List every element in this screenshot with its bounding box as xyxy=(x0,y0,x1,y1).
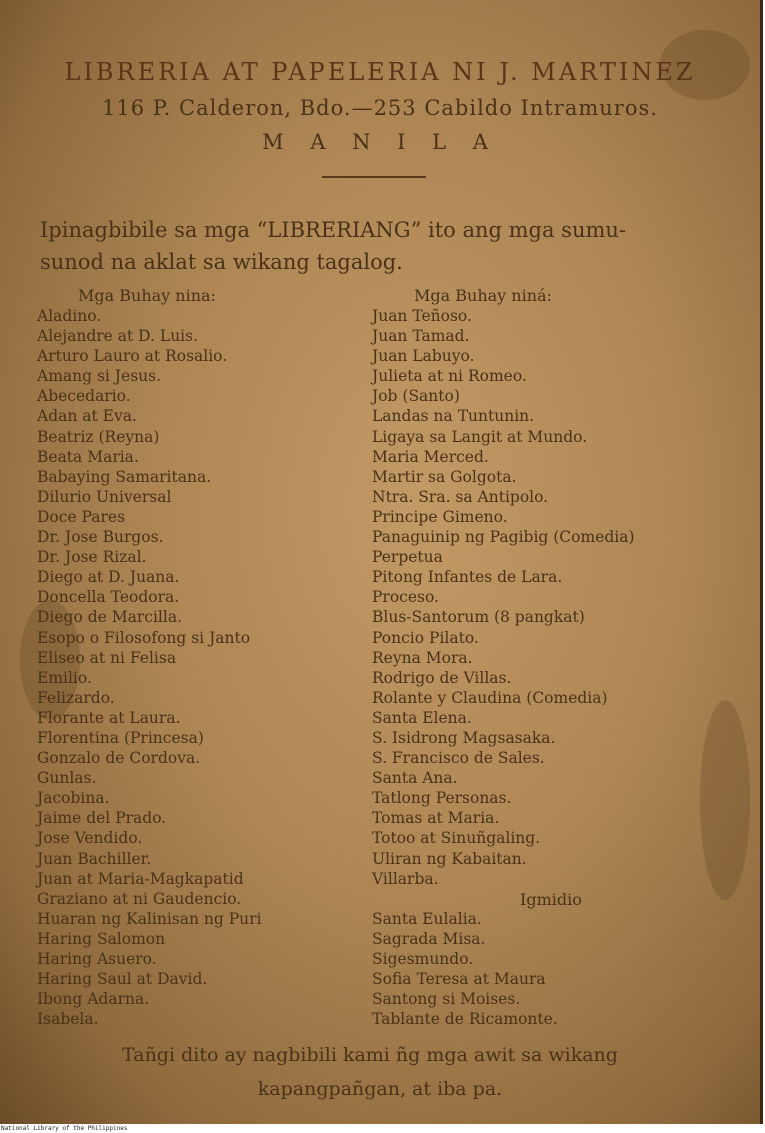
book-title: Florante at Laura. xyxy=(37,708,181,727)
book-title: Landas na Tuntunin. xyxy=(372,407,535,426)
book-title: Tablante de Ricamonte. xyxy=(372,1010,558,1029)
book-title: Tomas at Maria. xyxy=(372,809,500,828)
book-title: Juan Tamad. xyxy=(372,327,470,346)
left-column-heading: Mga Buhay nina: xyxy=(78,286,216,305)
book-title: Job (Santo) xyxy=(372,387,460,406)
book-title: Haring Salomon xyxy=(37,929,166,948)
book-title: Aladino. xyxy=(37,307,102,325)
book-title: Maria Merced. xyxy=(372,447,489,466)
book-title: Juan Bachiller. xyxy=(37,849,152,868)
book-title: Adan at Eva. xyxy=(37,407,137,426)
book-title: Haring Asuero. xyxy=(37,950,157,968)
book-title: Santa Eulalia. xyxy=(372,909,482,928)
left-book-list xyxy=(37,306,262,1029)
divider-rule xyxy=(322,176,426,178)
book-title: Perpetua xyxy=(372,548,443,567)
book-title: Esopo o Filosofong si Janto xyxy=(37,628,251,647)
book-title: Doncella Teodora. xyxy=(37,588,180,607)
book-title: Gunlas. xyxy=(37,769,97,788)
book-title: Felizardo. xyxy=(37,688,115,707)
store-address: 116 P. Calderon, Bdo.—253 Cabildo Intramuros. xyxy=(102,96,658,120)
book-title: Dilurio Universal xyxy=(37,487,172,506)
book-title: Juan at Maria-Magkapatid xyxy=(37,869,244,888)
right-book-list xyxy=(372,306,635,1029)
book-title: Totoo at Sinuñgaling. xyxy=(372,829,541,848)
book-title: S. Isidrong Magsasaka. xyxy=(372,728,556,747)
book-title: S. Francisco de Sales. xyxy=(372,749,545,768)
book-title: Julieta at ni Romeo. xyxy=(372,367,527,386)
book-title: Ntra. Sra. sa Antipolo. xyxy=(372,487,549,506)
book-title: Dr. Jose Rizal. xyxy=(37,548,147,567)
book-title xyxy=(372,889,635,909)
book-title: Santa Ana. xyxy=(372,769,458,788)
right-column-heading: Mga Buhay niná: xyxy=(414,286,552,305)
book-title: Diego at D. Juana. xyxy=(37,568,180,587)
book-title: Pitong Infantes de Lara. xyxy=(372,568,563,587)
book-title: Amang si Jesus. xyxy=(37,367,162,386)
book-title: Emilio. xyxy=(37,668,92,687)
book-title: Martir sa Golgota. xyxy=(372,467,517,486)
book-title: Santong si Moises. xyxy=(372,990,521,1009)
book-title: Panaguinip ng Pagibig (Comedia) xyxy=(372,528,635,547)
paper-stain xyxy=(700,700,750,900)
book-title: Villarba. xyxy=(372,869,439,888)
book-title: Abecedario. xyxy=(37,387,131,406)
book-title: Tatlong Personas. xyxy=(372,789,512,808)
book-title: Juan Labuyo. xyxy=(372,347,475,366)
footer-line-2: kapangpañgan, at iba pa. xyxy=(257,1078,503,1100)
store-city: M A N I L A xyxy=(262,130,498,154)
book-title: Jacobina. xyxy=(37,789,110,808)
book-title-igmidio: Igmidio xyxy=(520,890,582,909)
book-title: Poncio Pilato. xyxy=(372,628,479,647)
book-title: Doce Pares xyxy=(37,507,126,526)
book-title: Jose Vendido. xyxy=(37,829,143,848)
book-title: Eliseo at ni Felisa xyxy=(37,648,177,667)
book-title: Dr. Jose Burgos. xyxy=(37,528,164,547)
book-title: Florentina (Princesa) xyxy=(37,728,204,747)
footer-line-1: Tañgi dito ay nagbibili kami ñg mga awit sa wikang xyxy=(122,1044,618,1066)
store-title: LIBRERIA AT PAPELERIA NI J. MARTINEZ xyxy=(64,58,696,86)
book-title: Uliran ng Kabaitan. xyxy=(372,849,527,868)
intro-line-1: Ipinagbibile sa mga “LIBRERIANG” ito ang mga sumu- xyxy=(40,218,627,242)
book-title: Sagrada Misa. xyxy=(372,929,486,948)
book-title: Blus-Santorum (8 pangkat) xyxy=(372,608,585,627)
book-title: Jaime del Prado. xyxy=(37,809,167,828)
intro-line-2: sunod na aklat sa wikang tagalog. xyxy=(40,250,403,274)
library-credit: National Library of the Philippines xyxy=(1,1125,128,1132)
book-title: Rodrigo de Villas. xyxy=(372,668,512,687)
book-title: Rolante y Claudina (Comedia) xyxy=(372,688,608,707)
book-title: Reyna Mora. xyxy=(372,648,473,667)
book-title: Proceso. xyxy=(372,588,439,607)
book-title: Principe Gimeno. xyxy=(372,507,508,526)
book-title: Sigesmundo. xyxy=(372,950,474,968)
book-title: Ligaya sa Langit at Mundo. xyxy=(372,427,588,446)
book-title: Isabela. xyxy=(37,1010,99,1029)
book-title: Babaying Samaritana. xyxy=(37,467,212,486)
book-title: Sofia Teresa at Maura xyxy=(372,970,546,989)
book-title: Ibong Adarna. xyxy=(37,990,150,1009)
book-title: Huaran ng Kalinisan ng Puri xyxy=(37,909,262,928)
book-title: Beata Maria. xyxy=(37,447,139,466)
book-title: Juan Teñoso. xyxy=(372,307,472,325)
book-title: Beatriz (Reyna) xyxy=(37,427,160,446)
book-title: Alejandre at D. Luis. xyxy=(37,327,199,346)
book-title: Diego de Marcilla. xyxy=(37,608,183,627)
book-title: Santa Elena. xyxy=(372,708,472,727)
book-title: Gonzalo de Cordova. xyxy=(37,749,201,768)
book-title: Haring Saul at David. xyxy=(37,970,208,989)
book-title: Graziano at ni Gaudencio. xyxy=(37,889,242,908)
book-title: Arturo Lauro at Rosalio. xyxy=(37,347,228,366)
